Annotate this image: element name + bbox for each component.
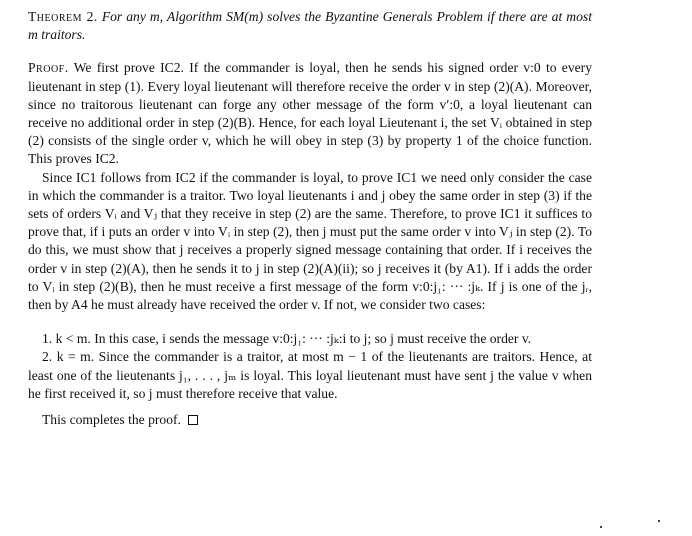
proof-label: Proof. — [28, 60, 69, 76]
case-2: 2. k = m. Since the commander is a traitor, at most m − 1 of the lieutenants are traitors. Hence, at least one of the lieutenants j₁, . . . , jₘ is loyal. This loyal lieutenant must have sent j the value v when he first received it, so j must therefore receive that value. — [28, 349, 592, 401]
proof-section — [28, 59, 592, 314]
proof-paragraph-2: Since IC1 follows from IC2 if the commander is loyal, to prove IC1 we need only consider the case in which the commander is a traitor. Two loyal lieutenants i and j obey the same order in step (3) if the sets of orders Vᵢ and Vⱼ that they receive in step (2) are the same. Therefore, to prove IC1 it suffices to prove that, if i puts an order v into Vᵢ in step (2), then j must put the same order v into Vⱼ in step (2). To do this, we must show that j receives a properly signed message containing that order. If i receives the order v in step (2)(A), then he sends it to j in step (2)(A)(ii); so j receives it (by A1). If i adds the order to Vᵢ in step (2)(B), then he must receive a first message of the form v:0:j₁: ··· :jₖ. If j is one of the jᵣ, then by A4 he must already have received the order v. If not, we consider two cases: — [28, 169, 592, 313]
proof-paragraph-1-text: We first prove IC2. If the commander is loyal, then he sends his signed order v:0 to every lieutenant in step (1). Every loyal lieutenant will therefore receive the order v in step (2)(A). Moreover, since no traitorous lieutenant can forge any other message of the form v′:0, a loyal lieutenant can receive no additional order in step (2)(B). Hence, for each loyal Lieutenant i, the set Vᵢ obtained in step (2) consists of the single order v, which he will obey in step (3) by property 1 of the choice function. This proves IC2. — [28, 60, 592, 167]
theorem-statement: For any m, Algorithm SM(m) solves the Byzantine Generals Problem if there are at most m traitors. — [28, 9, 592, 43]
theorem-label: Theorem 2. — [28, 9, 98, 24]
scan-speck — [658, 520, 660, 522]
case-1: 1. k < m. In this case, i sends the message v:0:j₁: ··· :jₖ:i to j; so j must receive the order v. — [42, 331, 532, 347]
conclusion-text: This completes the proof. — [42, 412, 181, 428]
proof-paragraph-1 — [28, 59, 592, 168]
scan-speck — [600, 526, 602, 528]
cases-list — [28, 330, 592, 403]
conclusion-paragraph — [28, 411, 592, 429]
theorem-paragraph — [28, 8, 592, 44]
qed-box-icon — [188, 415, 198, 425]
